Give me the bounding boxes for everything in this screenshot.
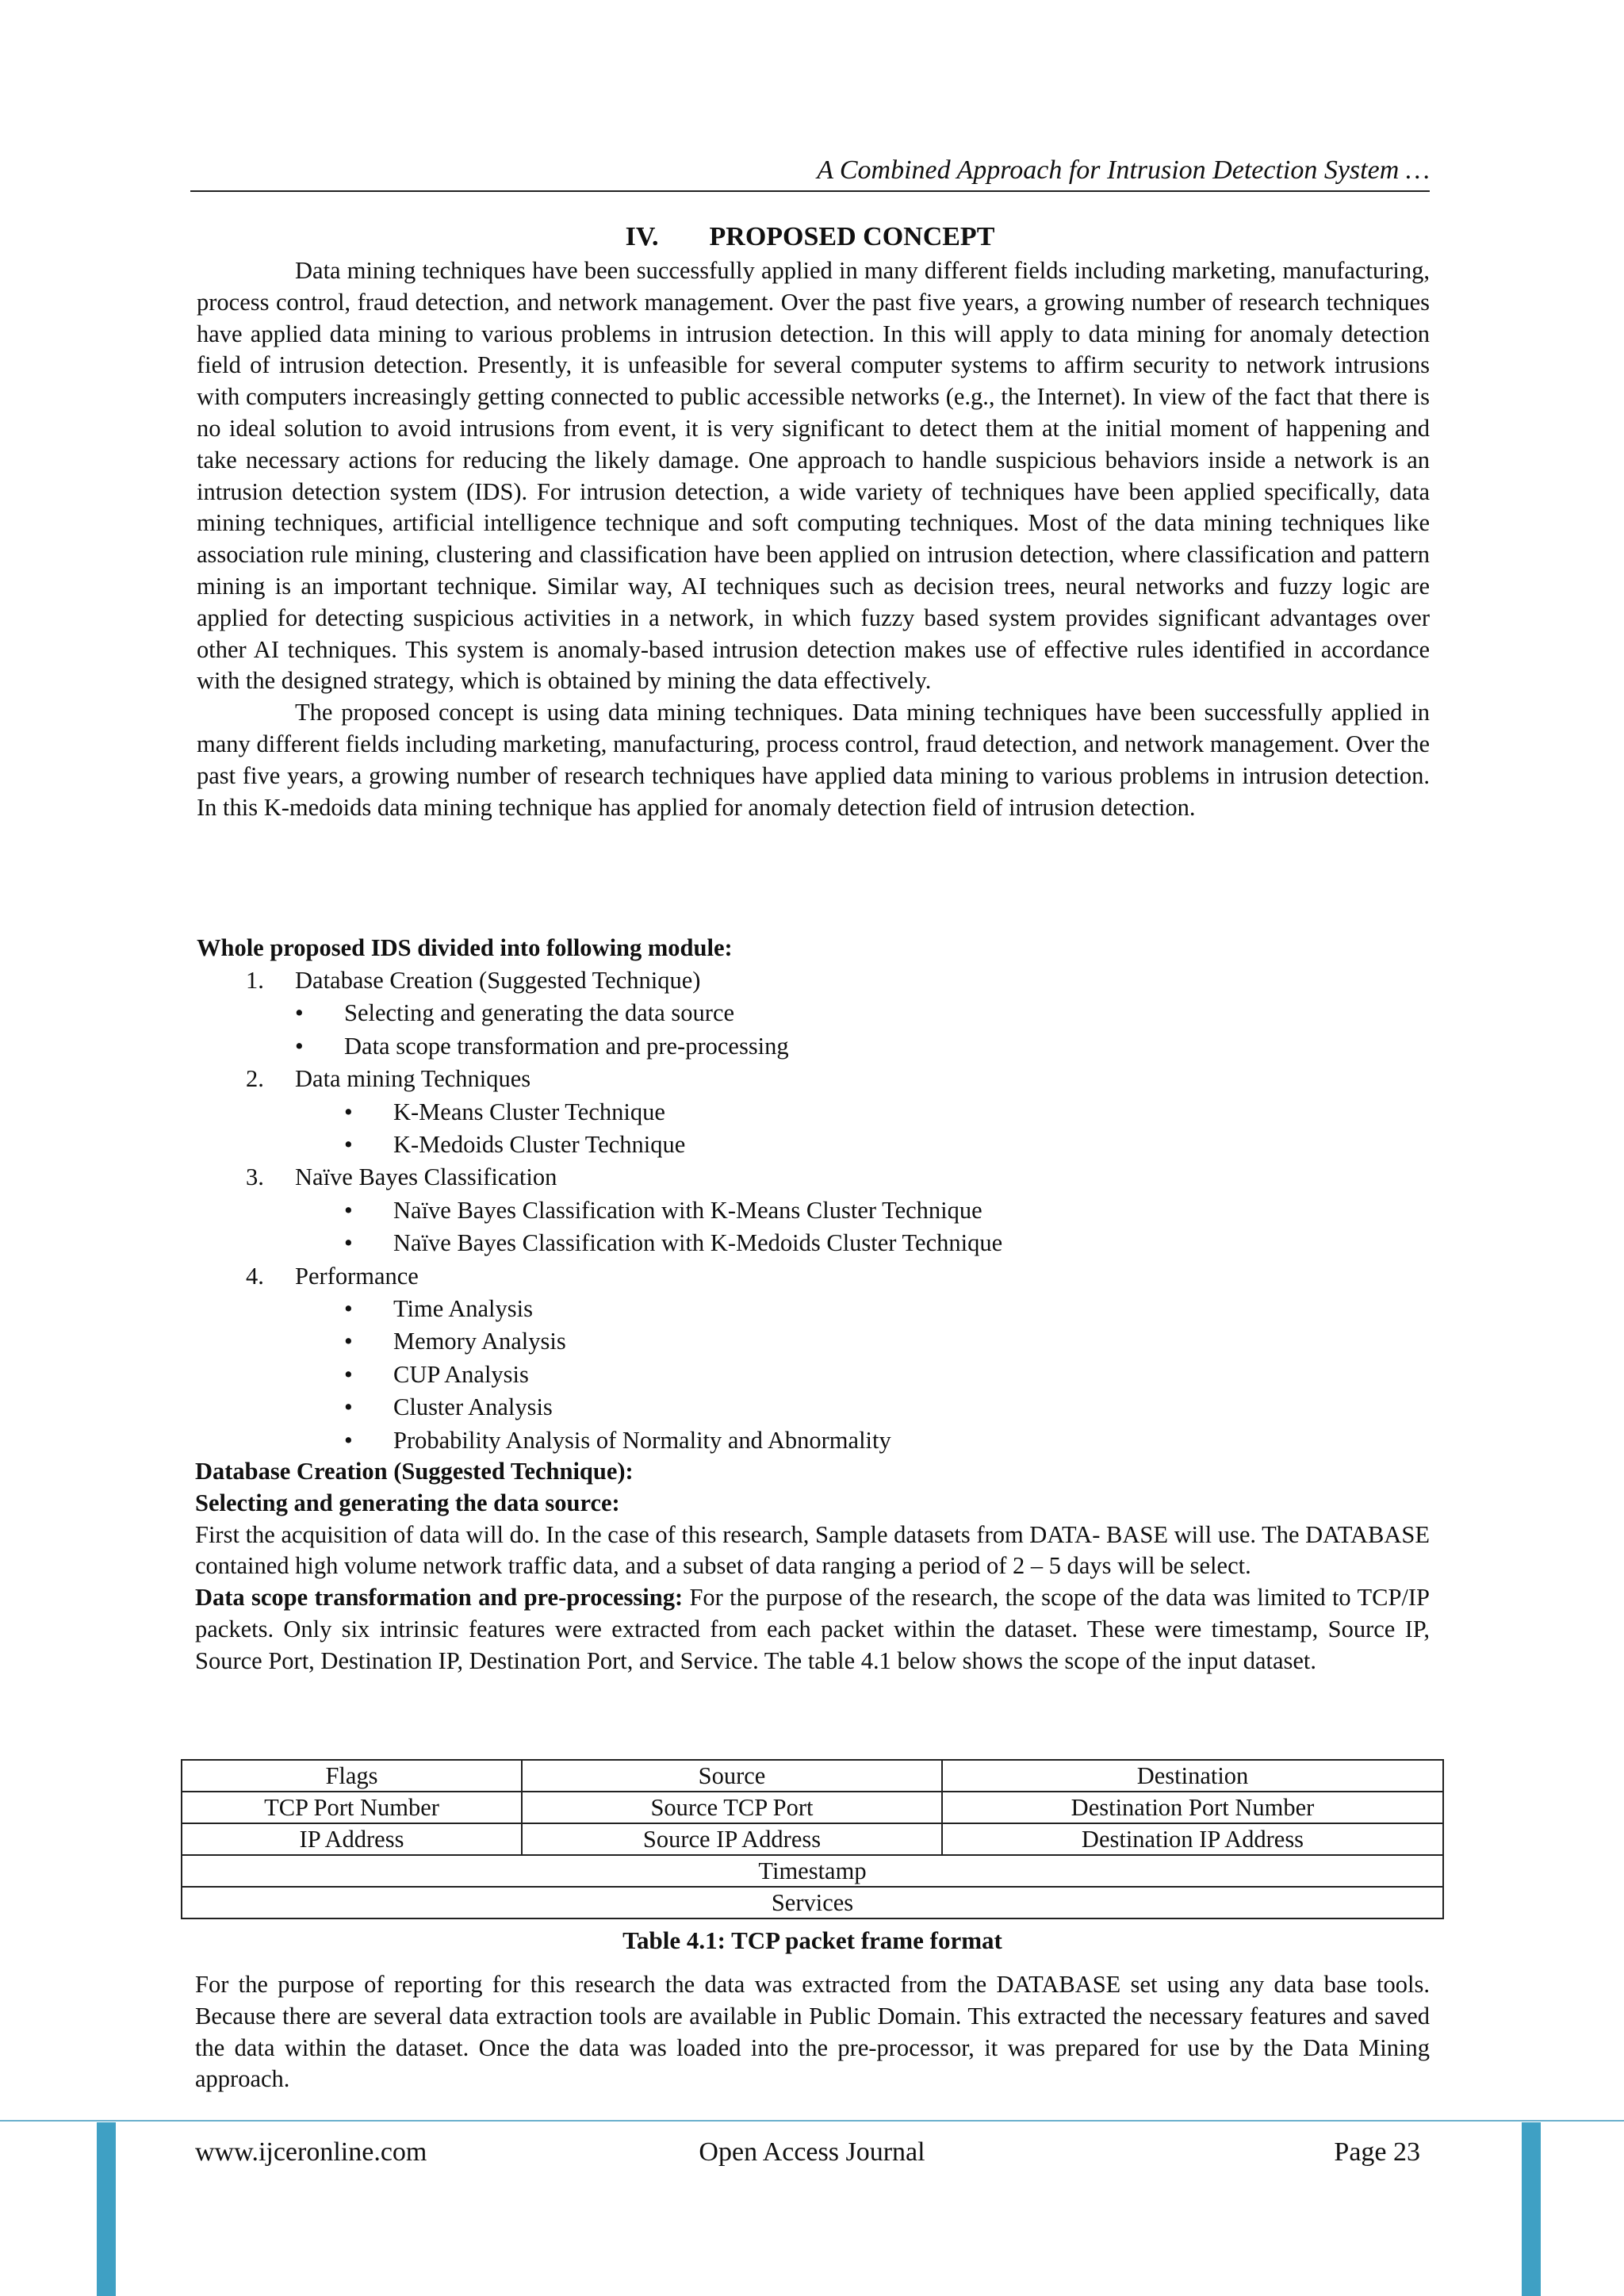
bullet-icon: • — [344, 1426, 353, 1454]
bullet-icon: • — [344, 1229, 353, 1257]
table-caption: Table 4.1: TCP packet frame format — [622, 1926, 1002, 1954]
table-header-cell: Flags — [182, 1760, 522, 1792]
bullet-item — [197, 1129, 1002, 1161]
bullet-text: Naïve Bayes Classification with K-Means Cluster Technique — [393, 1196, 982, 1224]
db-creation-block — [195, 1456, 1430, 1677]
scope-paragraph — [195, 1582, 1430, 1677]
table-cell: TCP Port Number — [182, 1792, 522, 1823]
paragraph-2: The proposed concept is using data mining techniques. Data mining techniques have been successfully applied in many different fields including marketing, manufacturing, process control, fraud detection, and network management. Over the past five years, a growing number of research techniques have applied data mining to various problems in intrusion detection. In this K-medoids data mining technique has applied for anomaly detection field of intrusion detection. — [197, 699, 1430, 821]
bullet-text: Memory Analysis — [393, 1328, 566, 1355]
packet-frame-table — [181, 1759, 1444, 1919]
footer-site-link[interactable]: www.ijceronline.com — [195, 2137, 427, 2167]
table-row — [182, 1887, 1443, 1918]
bullet-item — [197, 1424, 1002, 1457]
list-item — [197, 1063, 1002, 1095]
table-cell: Source IP Address — [522, 1823, 942, 1855]
scope-label: Data scope transformation and pre-processing: — [195, 1584, 684, 1612]
bullet-icon: • — [344, 1393, 353, 1421]
data-source-text: First the acquisition of data will do. In the case of this research, Sample datasets from DATA- BASE will use. The DATABASE contained high volume network traffic data, and a subset of data ranging a period of 2 – 5 days will be select. — [195, 1520, 1430, 1580]
bullet-item — [197, 1391, 1002, 1424]
bullet-text: Time Analysis — [393, 1295, 533, 1323]
table-header-cell: Source — [522, 1760, 942, 1792]
bullet-text: K-Medoids Cluster Technique — [393, 1131, 686, 1159]
closing-paragraph: For the purpose of reporting for this research the data was extracted from the DATABASE set using any data base tools. Because there are several data extraction tools are available in Public Domain. This extracted the necessary features and saved the data within the dataset. Once the data was loaded into the pre-processor, it was prepared for use by the Data Mining approach. — [195, 1971, 1430, 2093]
bullet-item — [197, 1293, 1002, 1325]
data-source-heading: Selecting and generating the data source: — [195, 1489, 620, 1516]
modules-list — [197, 964, 1002, 1457]
table-span-cell: Timestamp — [182, 1855, 1443, 1887]
bullet-icon: • — [344, 1328, 353, 1355]
table-span-cell: Services — [182, 1887, 1443, 1918]
bullet-text: Cluster Analysis — [393, 1393, 553, 1421]
db-creation-heading: Database Creation (Suggested Technique): — [195, 1458, 634, 1485]
list-label: Performance — [295, 1262, 419, 1290]
bullet-icon: • — [344, 1196, 353, 1224]
list-item — [197, 964, 1002, 997]
table-row — [182, 1792, 1443, 1823]
section-title: PROPOSED CONCEPT — [709, 222, 995, 251]
bullet-text: K-Means Cluster Technique — [393, 1098, 665, 1125]
paragraph-1: Data mining techniques have been successfully applied in many different fields including marketing, manufacturing, process control, fraud detection, and network management. Over the past five years, a growing number of research techniques have applied data mining to various problems in intrusion detection. In this will apply to data mining for anomaly detection field of intrusion detection. Presently, it is unfeasible for several computer systems to affirm security to network intrusions with computers increasingly getting connected to public accessible networks (e.g., the Internet). In view of the fact that there is no ideal solution to avoid intrusions from event, it is very significant to detect them at the initial moment of happening and take necessary actions for reducing the likely damage. One approach to handle suspicious behaviors inside a network is an intrusion detection system (IDS). For intrusion detection, a wide variety of techniques have been applied specifically, data mining techniques, artificial intelligence technique and soft computing techniques. Most of the data mining techniques like association rule mining, clustering and classification have been applied on intrusion detection, where classification and pattern mining is an important technique. Similar way, AI techniques such as decision trees, neural networks and fuzzy logic are applied for detecting suspicious activities in a network, in which fuzzy based system provides significant advantages over other AI techniques. This system is anomaly-based intrusion detection makes use of effective rules identified in accordance with the designed strategy, which is obtained by mining the data effectively. — [197, 257, 1430, 695]
bullet-icon: • — [344, 1295, 353, 1323]
bullet-text: Data scope transformation and pre-processing — [344, 1032, 789, 1060]
bullet-item — [197, 1359, 1002, 1391]
table-header-cell: Destination — [942, 1760, 1443, 1792]
list-label: Database Creation (Suggested Technique) — [295, 967, 701, 994]
bullet-icon: • — [344, 1360, 353, 1388]
bullet-item — [197, 1227, 1002, 1259]
bullet-icon: • — [295, 999, 304, 1027]
bullet-text: Probability Analysis of Normality and Abnormality — [393, 1426, 891, 1454]
list-number: 4. — [246, 1262, 264, 1290]
table-cell: Source TCP Port — [522, 1792, 942, 1823]
bullet-item — [197, 1096, 1002, 1129]
bullet-icon: • — [295, 1032, 304, 1060]
list-item — [197, 1161, 1002, 1194]
list-label: Data mining Techniques — [295, 1065, 531, 1093]
table-cell: IP Address — [182, 1823, 522, 1855]
running-header: A Combined Approach for Intrusion Detection System … — [817, 155, 1430, 185]
section-heading — [190, 220, 1430, 255]
header-rule — [190, 190, 1430, 192]
bullet-text: Naïve Bayes Classification with K-Medoids Cluster Technique — [393, 1229, 1003, 1257]
list-number: 1. — [246, 967, 264, 994]
bullet-text: Selecting and generating the data source — [344, 999, 735, 1027]
section-number: IV. — [625, 222, 659, 251]
bullet-item — [197, 1030, 1002, 1063]
bullet-item — [197, 997, 1002, 1029]
table-cell: Destination Port Number — [942, 1792, 1443, 1823]
scope-text: For the purpose of the research, the scope of the data was limited to TCP/IP packets. Only six intrinsic features were extracted from each packet within the dataset. These were timestamp, Source IP, Source Port, Destination IP, Destination Port, and Service. The table 4.1 below shows the scope of the input dataset. — [195, 1584, 1431, 1674]
bullet-item — [197, 1325, 1002, 1358]
table-header-row — [182, 1760, 1443, 1792]
list-label: Naïve Bayes Classification — [295, 1163, 557, 1191]
bullet-icon: • — [344, 1098, 353, 1125]
bullet-icon: • — [344, 1131, 353, 1159]
intro-block — [197, 255, 1430, 823]
footer-page-number: Page 23 — [1334, 2137, 1420, 2167]
modules-heading: Whole proposed IDS divided into following module: — [197, 934, 733, 961]
list-item — [197, 1260, 1002, 1293]
table-row — [182, 1823, 1443, 1855]
bullet-text: CUP Analysis — [393, 1360, 529, 1388]
table-cell: Destination IP Address — [942, 1823, 1443, 1855]
footer-journal: Open Access Journal — [699, 2137, 925, 2167]
list-number: 3. — [246, 1163, 264, 1191]
table-row — [182, 1855, 1443, 1887]
list-number: 2. — [246, 1065, 264, 1093]
footer-rule — [0, 2120, 1624, 2122]
bullet-item — [197, 1194, 1002, 1227]
